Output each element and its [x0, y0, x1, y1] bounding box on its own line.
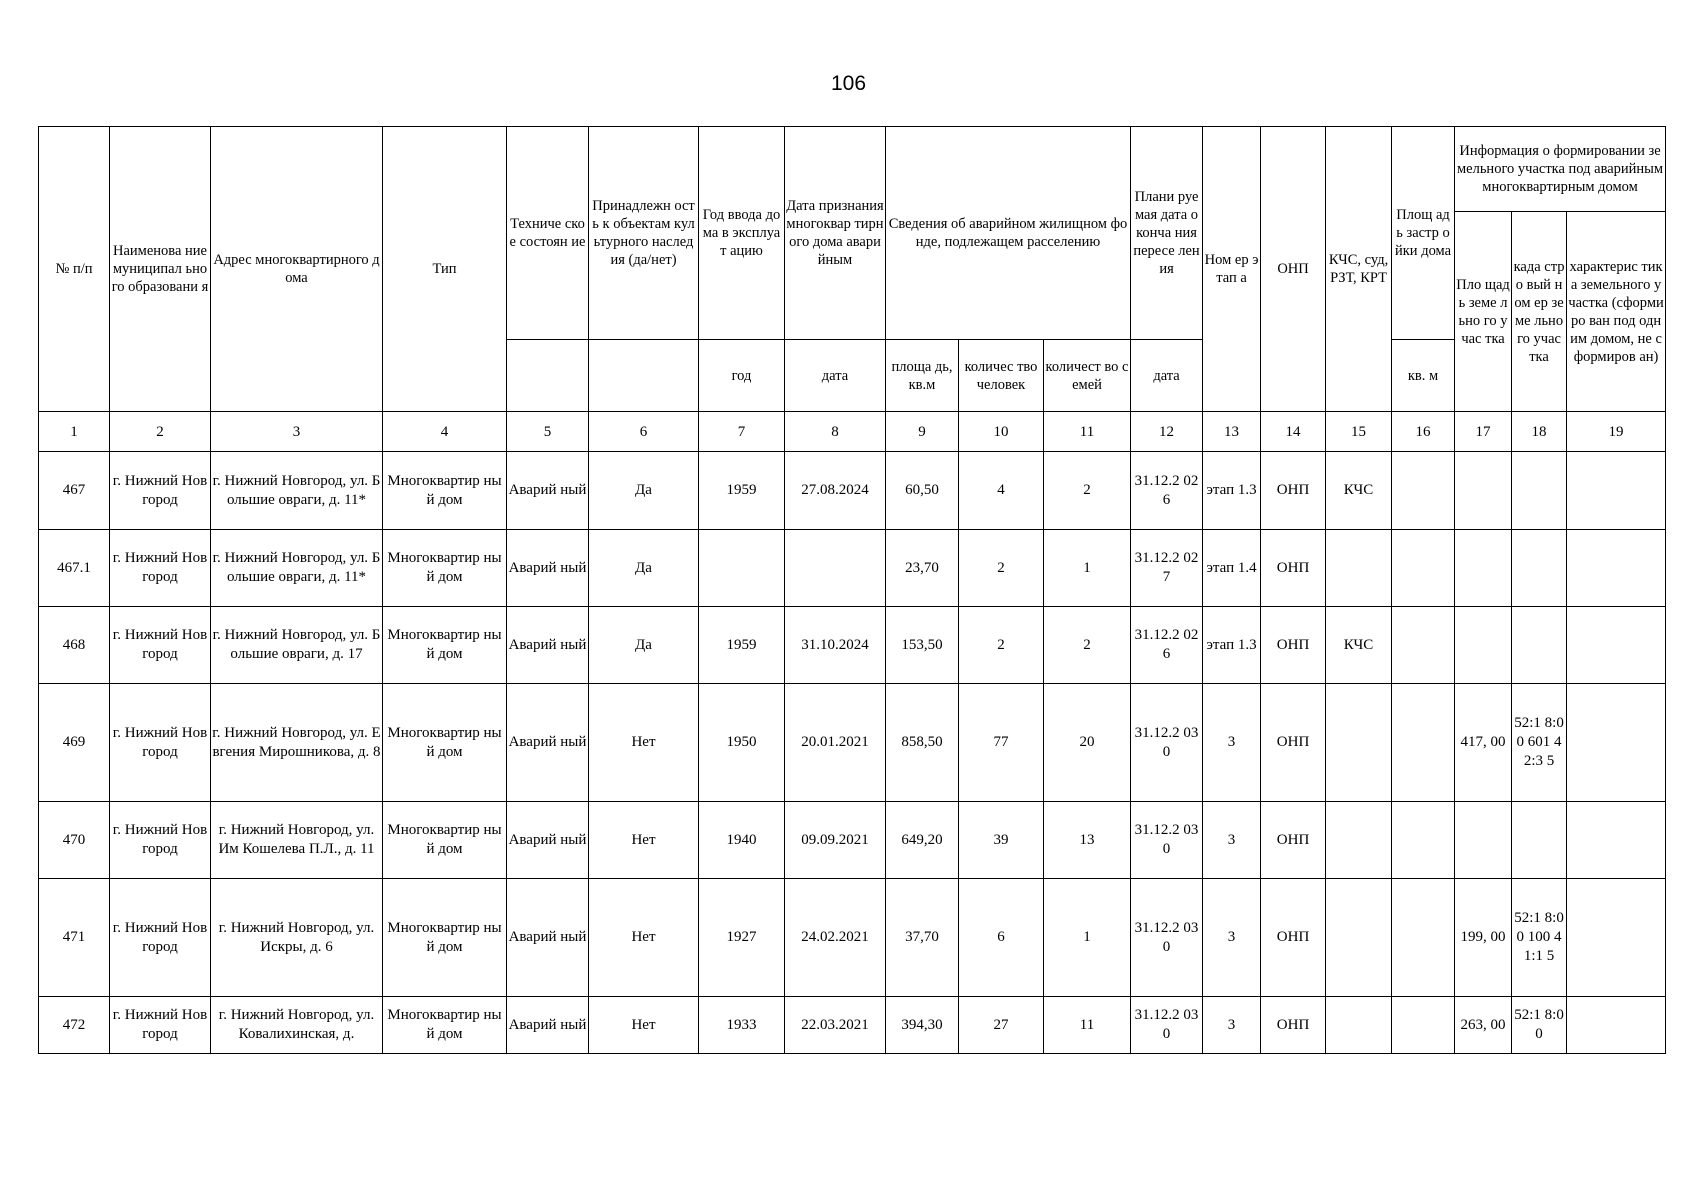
column-number: 15: [1326, 412, 1392, 452]
row-address: г. Нижний Новгород, ул. Большие овраги, д. 11*: [211, 530, 383, 607]
header-type: Тип: [383, 127, 507, 412]
row-plot-characteristic: [1567, 530, 1666, 607]
row-area: 858,50: [886, 684, 959, 802]
column-number: 12: [1131, 412, 1203, 452]
row-kchs: [1326, 879, 1392, 997]
row-number: 470: [39, 802, 110, 879]
row-year: 1927: [699, 879, 785, 997]
row-tech-state: Аварий ный: [507, 530, 589, 607]
row-plot-characteristic: [1567, 997, 1666, 1054]
row-municipality: г. Нижний Новгород: [110, 802, 211, 879]
row-people: 39: [959, 802, 1044, 879]
row-municipality: г. Нижний Новгород: [110, 607, 211, 684]
row-area: 394,30: [886, 997, 959, 1054]
row-families: 13: [1044, 802, 1131, 879]
table-row: [39, 452, 1666, 530]
row-recognition-date: 27.08.2024: [785, 452, 886, 530]
row-kchs: КЧС: [1326, 607, 1392, 684]
row-planned-date: 31.12.2 030: [1131, 802, 1203, 879]
header-tech-state: Техниче ское состоян ие: [507, 127, 589, 340]
row-stage: 3: [1203, 879, 1261, 997]
row-planned-date: 31.12.2 030: [1131, 879, 1203, 997]
row-heritage: Нет: [589, 997, 699, 1054]
row-plot-characteristic: [1567, 452, 1666, 530]
row-municipality: г. Нижний Новгород: [110, 684, 211, 802]
row-type: Многоквартир ный дом: [383, 997, 507, 1054]
row-families: 2: [1044, 452, 1131, 530]
column-number: 17: [1455, 412, 1512, 452]
row-cadastral: [1512, 607, 1567, 684]
row-build-area: [1392, 879, 1455, 997]
header-heritage: Принадлежн ость к объектам культурного наследия (да/нет): [589, 127, 699, 340]
row-address: г. Нижний Новгород, ул. Им Кошелева П.Л., д. 11: [211, 802, 383, 879]
row-tech-state: Аварий ный: [507, 607, 589, 684]
row-tech-state: Аварий ный: [507, 997, 589, 1054]
row-year: 1959: [699, 607, 785, 684]
row-build-area: [1392, 607, 1455, 684]
column-number: 7: [699, 412, 785, 452]
row-build-area: [1392, 684, 1455, 802]
row-recognition-date: [785, 530, 886, 607]
header-onp: ОНП: [1261, 127, 1326, 412]
row-planned-date: 31.12.2 030: [1131, 684, 1203, 802]
row-year: 1933: [699, 997, 785, 1054]
row-recognition-date: 22.03.2021: [785, 997, 886, 1054]
header-build-area-unit: кв. м: [1392, 340, 1455, 412]
row-heritage: Нет: [589, 879, 699, 997]
row-kchs: [1326, 684, 1392, 802]
row-families: 20: [1044, 684, 1131, 802]
header-plot-area: Пло щадь земе льно го учас тка: [1455, 212, 1512, 412]
table-row: [39, 997, 1666, 1054]
row-tech-state: Аварий ный: [507, 802, 589, 879]
row-year: 1959: [699, 452, 785, 530]
row-type: Многоквартир ный дом: [383, 452, 507, 530]
row-year: 1940: [699, 802, 785, 879]
row-type: Многоквартир ный дом: [383, 684, 507, 802]
header-municipality: Наименова ние муниципал ьного образовани я: [110, 127, 211, 412]
row-number: 471: [39, 879, 110, 997]
row-recognition-date: 20.01.2021: [785, 684, 886, 802]
column-numbers-row: [39, 412, 1666, 452]
header-year-sub: год: [699, 340, 785, 412]
column-number: 8: [785, 412, 886, 452]
column-number: 14: [1261, 412, 1326, 452]
page-number: 106: [830, 72, 867, 95]
header-stage: Ном ер этап а: [1203, 127, 1261, 412]
row-municipality: г. Нижний Новгород: [110, 997, 211, 1054]
row-families: 1: [1044, 530, 1131, 607]
row-families: 1: [1044, 879, 1131, 997]
row-build-area: [1392, 997, 1455, 1054]
row-cadastral: [1512, 452, 1567, 530]
header-land-info: Информация о формировании земельного участка под аварийным многоквартирным домом: [1455, 127, 1666, 212]
column-number: 1: [39, 412, 110, 452]
row-heritage: Нет: [589, 802, 699, 879]
row-cadastral: [1512, 530, 1567, 607]
row-people: 27: [959, 997, 1044, 1054]
row-number: 468: [39, 607, 110, 684]
header-plot-characteristic: характерис тика земельного участка (сформиро ван под одним домом, не сформиров ан): [1567, 212, 1666, 412]
row-plot-characteristic: [1567, 879, 1666, 997]
row-people: 6: [959, 879, 1044, 997]
row-recognition-date: 24.02.2021: [785, 879, 886, 997]
header-planned-date: Плани руемая дата оконча ния пересе ления: [1131, 127, 1203, 340]
row-area: 649,20: [886, 802, 959, 879]
header-tech-state-sub: [507, 340, 589, 412]
row-plot-area: 417, 00: [1455, 684, 1512, 802]
row-planned-date: 31.12.2 027: [1131, 530, 1203, 607]
row-onp: ОНП: [1261, 802, 1326, 879]
row-heritage: Нет: [589, 684, 699, 802]
header-area: площа дь, кв.м: [886, 340, 959, 412]
header-cadastral: када стро вый ном ер земе льно го учас тка: [1512, 212, 1567, 412]
row-stage: 3: [1203, 684, 1261, 802]
row-plot-area: 199, 00: [1455, 879, 1512, 997]
row-people: 2: [959, 530, 1044, 607]
header-planned-date-sub: дата: [1131, 340, 1203, 412]
row-area: 23,70: [886, 530, 959, 607]
row-build-area: [1392, 452, 1455, 530]
row-planned-date: 31.12.2 026: [1131, 452, 1203, 530]
header-emergency-info: Сведения об аварийном жилищном фонде, подлежащем расселению: [886, 127, 1131, 340]
row-heritage: Да: [589, 452, 699, 530]
row-onp: ОНП: [1261, 530, 1326, 607]
row-municipality: г. Нижний Новгород: [110, 530, 211, 607]
row-number: 472: [39, 997, 110, 1054]
column-number: 6: [589, 412, 699, 452]
row-area: 60,50: [886, 452, 959, 530]
column-number: 9: [886, 412, 959, 452]
row-plot-area: [1455, 802, 1512, 879]
row-address: г. Нижний Новгород, ул. Большие овраги, д. 17: [211, 607, 383, 684]
row-area: 37,70: [886, 879, 959, 997]
row-tech-state: Аварий ный: [507, 879, 589, 997]
row-kchs: [1326, 997, 1392, 1054]
row-recognition-date: 31.10.2024: [785, 607, 886, 684]
header-num: № п/п: [39, 127, 110, 412]
row-type: Многоквартир ный дом: [383, 802, 507, 879]
row-onp: ОНП: [1261, 997, 1326, 1054]
row-municipality: г. Нижний Новгород: [110, 452, 211, 530]
row-plot-characteristic: [1567, 802, 1666, 879]
column-number: 13: [1203, 412, 1261, 452]
row-onp: ОНП: [1261, 879, 1326, 997]
row-stage: 3: [1203, 997, 1261, 1054]
table-row: [39, 802, 1666, 879]
row-cadastral: 52:1 8:00 100 41:1 5: [1512, 879, 1567, 997]
emergency-housing-table: [38, 126, 1666, 1054]
row-number: 467: [39, 452, 110, 530]
column-number: 5: [507, 412, 589, 452]
row-number: 467.1: [39, 530, 110, 607]
row-stage: 3: [1203, 802, 1261, 879]
row-people: 4: [959, 452, 1044, 530]
row-number: 469: [39, 684, 110, 802]
row-heritage: Да: [589, 530, 699, 607]
row-people: 77: [959, 684, 1044, 802]
table-row: [39, 879, 1666, 997]
row-build-area: [1392, 802, 1455, 879]
row-stage: этап 1.3: [1203, 607, 1261, 684]
header-year: Год ввода дома в эксплуат ацию: [699, 127, 785, 340]
row-address: г. Нижний Новгород, ул. Большие овраги, д. 11*: [211, 452, 383, 530]
row-plot-area: 263, 00: [1455, 997, 1512, 1054]
row-kchs: [1326, 802, 1392, 879]
column-number: 19: [1567, 412, 1666, 452]
row-type: Многоквартир ный дом: [383, 607, 507, 684]
row-plot-characteristic: [1567, 607, 1666, 684]
row-cadastral: [1512, 802, 1567, 879]
row-address: г. Нижний Новгород, ул. Искры, д. 6: [211, 879, 383, 997]
row-plot-area: [1455, 452, 1512, 530]
row-tech-state: Аварий ный: [507, 452, 589, 530]
column-number: 4: [383, 412, 507, 452]
row-families: 11: [1044, 997, 1131, 1054]
header-build-area: Площ адь застр ойки дома: [1392, 127, 1455, 340]
header-address: Адрес многоквартирного дома: [211, 127, 383, 412]
header-heritage-sub: [589, 340, 699, 412]
header-recognition-date-sub: дата: [785, 340, 886, 412]
row-plot-characteristic: [1567, 684, 1666, 802]
table-row: [39, 684, 1666, 802]
row-onp: ОНП: [1261, 452, 1326, 530]
header-kchs: КЧС, суд, РЗТ, КРТ: [1326, 127, 1392, 412]
row-tech-state: Аварий ный: [507, 684, 589, 802]
row-onp: ОНП: [1261, 684, 1326, 802]
column-number: 16: [1392, 412, 1455, 452]
row-people: 2: [959, 607, 1044, 684]
row-families: 2: [1044, 607, 1131, 684]
row-build-area: [1392, 530, 1455, 607]
row-type: Многоквартир ный дом: [383, 530, 507, 607]
header-recognition-date: Дата признания многоквар тирного дома аварийным: [785, 127, 886, 340]
column-number: 3: [211, 412, 383, 452]
row-plot-area: [1455, 607, 1512, 684]
row-area: 153,50: [886, 607, 959, 684]
column-number: 11: [1044, 412, 1131, 452]
column-number: 10: [959, 412, 1044, 452]
row-kchs: КЧС: [1326, 452, 1392, 530]
row-plot-area: [1455, 530, 1512, 607]
row-address: г. Нижний Новгород, ул. Евгения Мирошникова, д. 8: [211, 684, 383, 802]
row-planned-date: 31.12.2 030: [1131, 997, 1203, 1054]
header-families: количест во семей: [1044, 340, 1131, 412]
row-stage: этап 1.4: [1203, 530, 1261, 607]
table-row: [39, 607, 1666, 684]
row-type: Многоквартир ный дом: [383, 879, 507, 997]
row-address: г. Нижний Новгород, ул. Ковалихинская, д.: [211, 997, 383, 1054]
row-recognition-date: 09.09.2021: [785, 802, 886, 879]
row-stage: этап 1.3: [1203, 452, 1261, 530]
row-cadastral: 52:1 8:00 601 42:3 5: [1512, 684, 1567, 802]
row-cadastral: 52:1 8:00: [1512, 997, 1567, 1054]
row-planned-date: 31.12.2 026: [1131, 607, 1203, 684]
row-onp: ОНП: [1261, 607, 1326, 684]
row-year: [699, 530, 785, 607]
column-number: 18: [1512, 412, 1567, 452]
column-number: 2: [110, 412, 211, 452]
row-year: 1950: [699, 684, 785, 802]
table-row: [39, 530, 1666, 607]
row-kchs: [1326, 530, 1392, 607]
row-heritage: Да: [589, 607, 699, 684]
row-municipality: г. Нижний Новгород: [110, 879, 211, 997]
header-people: количес тво человек: [959, 340, 1044, 412]
